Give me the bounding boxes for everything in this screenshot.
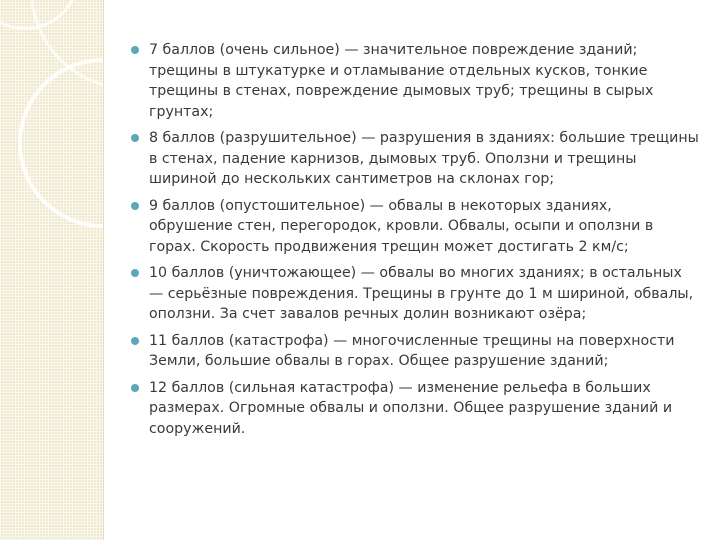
list-item — [130, 128, 700, 190]
list-item-text: 8 баллов (разрушительное) — разрушения в зданиях: большие трещины в стенах, падение карнизов, дымовых труб. Оползни и трещины шириной до нескольких сантиметров на склонах гор; — [149, 130, 699, 187]
list-item-text: 7 баллов (очень сильное) — значительное повреждение зданий; трещины в штукатурке и отламывание отдельных кусков, тонкие трещины в стенах, повреждение дымовых труб; трещины в сырых грунтах; — [149, 42, 654, 120]
list-item — [130, 331, 700, 372]
decorative-sidebar — [0, 0, 103, 540]
slide-content — [130, 40, 700, 445]
list-item-text: 11 баллов (катастрофа) — многочисленные трещины на поверхности Земли, большие обвалы в горах. Общее разрушение зданий; — [149, 332, 675, 369]
list-item-text: 12 баллов (сильная катастрофа) — изменение рельефа в больших размерах. Огромные обвалы и оползни. Общее разрушение зданий и сооружений. — [149, 379, 673, 437]
bullet-icon — [131, 269, 139, 277]
list-item — [130, 196, 700, 258]
bullet-icon — [131, 202, 139, 210]
bullet-icon — [131, 134, 139, 142]
list-item-text: 10 баллов (уничтожающее) — обвалы во многих зданиях; в остальных — серьёзные повреждения. Трещины в грунте до 1 м шириной, обвалы, оползни. За счет завалов речных долин возникают озёра; — [149, 265, 694, 322]
list-item — [130, 378, 700, 440]
list-item-text: 9 баллов (опустошительное) — обвалы в некоторых зданиях, обрушение стен, перегородок, кровли. Обвалы, осыпи и оползни в горах. Скорость продвижения трещин может достигать 2 км/с; — [149, 197, 654, 255]
bullet-list — [130, 40, 700, 439]
bullet-icon — [131, 46, 139, 54]
bullet-icon — [131, 337, 139, 345]
bullet-icon — [131, 384, 139, 392]
decorative-circle — [18, 58, 103, 228]
list-item — [130, 263, 700, 325]
list-item — [130, 40, 700, 122]
sidebar-divider — [103, 0, 104, 540]
